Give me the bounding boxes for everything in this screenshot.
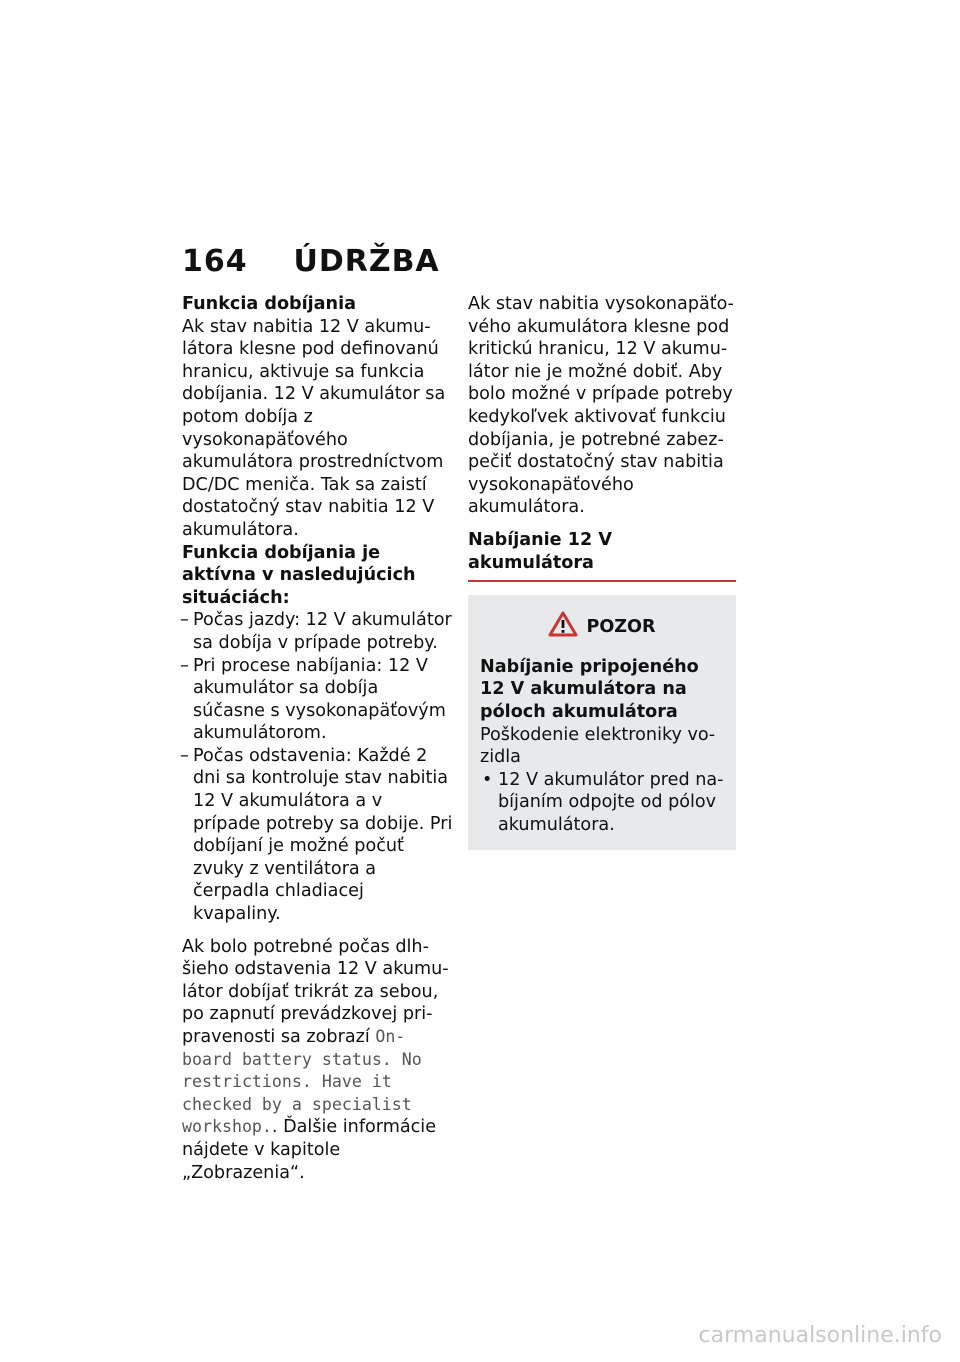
display-message: On-board battery status. No restrictions. Have it checked by a specialist workshop. [182,1027,422,1137]
paragraph-charging-intro: Ak stav nabitia 12 V akumulátora klesne pod definovanú hranicu, aktivuje sa funkcia dobíjania. 12 V akumulátor sa potom dobíja z vysokonapäťového akumulátora prostredníctvom DC/DC meniča. Tak sa zaistí dostatočný stav nabitia 12 V akumulátora. [182,316,446,540]
heading-charging-function: Funkcia dobíjania [182,294,356,314]
warning-header [480,611,724,644]
warning-box [468,595,736,850]
page-number: 164 [182,244,248,279]
page-header [182,244,440,279]
warning-label: POZOR [586,617,656,638]
section-title-charging: Nabíjanie 12 V akumulátora [468,529,736,582]
chapter-title: ÚDRŽBA [293,244,440,279]
paragraph-text-before: Ak bolo potrebné počas dlhšieho odstavenia 12 V akumulátor dobíjať trikrát za sebou, po zapnutí prevádzkovej pripravenosti sa zobrazí [182,936,449,1047]
paragraph-high-voltage: Ak stav nabitia vysokonapäťového akumulátora klesne pod kritickú hranicu, 12 V akumulátor nie je možné dobiť. Aby bolo možné v prípade potreby kedykoľvek aktivovať funkciu dobíjania, je potrebné zabezpečiť dostatočný stav nabitia vysokonapäťového akumulátora. [468,294,734,518]
warning-triangle-icon [548,611,578,644]
footer-watermark: carmanualsonline.info [698,1323,942,1348]
warning-bullets [480,769,724,837]
left-column [182,293,454,1184]
right-column [468,293,740,850]
warning-title: Nabíjanie pripojeného 12 V akumulátora na póloch akumulátora [480,656,699,722]
situations-list [182,609,454,925]
list-item: – Počas jazdy: 12 V akumulátor sa dobíja v prípade potreby. [182,609,454,654]
heading-active-situations: Funkcia dobíjania je aktívna v nasledujúcich situáciách: [182,542,416,608]
warning-text: Poškodenie elektroniky vozidla [480,724,716,768]
paragraph-text-after: . Ďalšie informácie nájdete v kapitole „Zobrazenia“. [182,1117,437,1183]
list-item: – Počas odstavenia: Každé 2 dni sa kontroluje stav nabitia 12 V akumulátora a v prípade potreby sa dobije. Pri dobíjaní je možné počuť zvuky z ventilátora a čerpadla chladiacej kvapaliny. [182,745,454,926]
list-item: • 12 V akumulátor pred nabíjaním odpojte od pólov akumulátora. [480,769,724,837]
list-item: – Pri procese nabíjania: 12 V akumulátor sa dobíja súčasne s vysokonapäťovým akumulátorom. [182,655,454,745]
paragraph-long-parking [182,936,454,1185]
